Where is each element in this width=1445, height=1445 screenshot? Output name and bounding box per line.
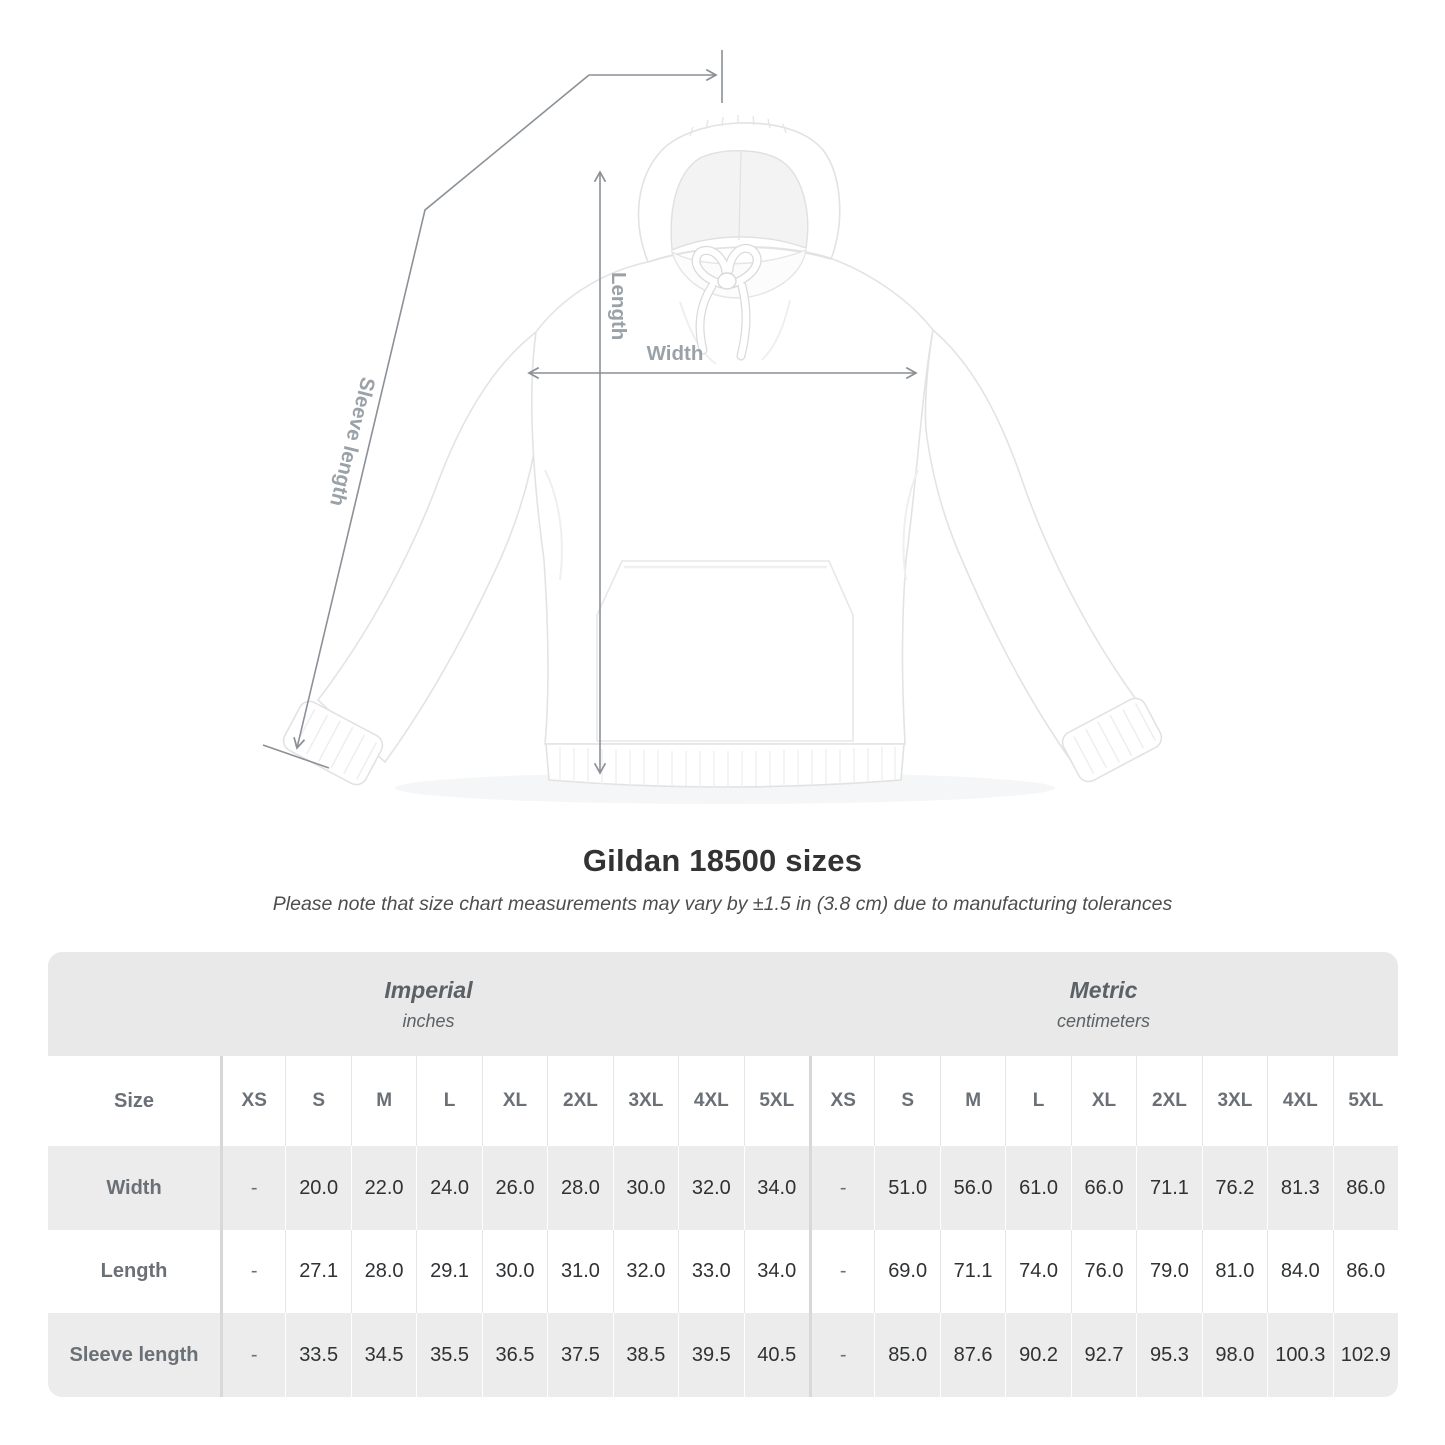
value-width-metric-2XL: 71.1 — [1136, 1146, 1201, 1230]
value-sleeve-length-metric-5XL: 102.9 — [1333, 1313, 1398, 1397]
value-sleeve-length-metric-M: 87.6 — [940, 1313, 1005, 1397]
value-sleeve-length-metric-XL: 92.7 — [1071, 1313, 1136, 1397]
chart-subtitle: Please note that size chart measurements may vary by ±1.5 in (3.8 cm) due to manufacturing tolerances — [272, 893, 1173, 915]
value-length-imperial-L: 29.1 — [416, 1230, 481, 1313]
row-label-length: Length — [100, 1260, 168, 1282]
value-length-metric-5XL: 86.0 — [1333, 1230, 1398, 1313]
size-header-imperial-XS: XS — [220, 1056, 285, 1146]
value-width-metric-5XL: 86.0 — [1333, 1146, 1398, 1230]
value-width-metric-M: 56.0 — [940, 1146, 1005, 1230]
length-label: Length — [607, 272, 630, 341]
value-length-metric-3XL: 81.0 — [1202, 1230, 1267, 1313]
value-width-imperial-3XL: 30.0 — [613, 1146, 678, 1230]
value-width-imperial-4XL: 32.0 — [678, 1146, 743, 1230]
value-width-metric-L: 61.0 — [1005, 1146, 1070, 1230]
size-header-imperial-2XL: 2XL — [547, 1056, 612, 1146]
value-length-metric-4XL: 84.0 — [1267, 1230, 1332, 1313]
size-header-metric-XL: XL — [1071, 1056, 1136, 1146]
size-table — [48, 952, 1398, 1397]
value-width-imperial-S: 20.0 — [285, 1146, 350, 1230]
size-header-imperial-5XL: 5XL — [744, 1056, 809, 1146]
value-sleeve-length-metric-XS: - — [809, 1313, 874, 1397]
imperial-unit-label: inches — [402, 1010, 455, 1031]
value-width-metric-XL: 66.0 — [1071, 1146, 1136, 1230]
value-sleeve-length-imperial-3XL: 38.5 — [613, 1313, 678, 1397]
value-width-imperial-5XL: 34.0 — [744, 1146, 809, 1230]
value-length-metric-S: 69.0 — [874, 1230, 939, 1313]
chart-title: Gildan 18500 sizes — [582, 843, 863, 878]
value-width-metric-3XL: 76.2 — [1202, 1146, 1267, 1230]
value-sleeve-length-imperial-S: 33.5 — [285, 1313, 350, 1397]
size-column-header: Size — [113, 1089, 155, 1112]
metric-unit-label: centimeters — [1056, 1010, 1151, 1031]
value-length-imperial-S: 27.1 — [285, 1230, 350, 1313]
value-length-imperial-5XL: 34.0 — [744, 1230, 809, 1313]
value-width-imperial-L: 24.0 — [416, 1146, 481, 1230]
size-header-metric-S: S — [874, 1056, 939, 1146]
metric-label: Metric — [1069, 976, 1138, 1003]
size-header-metric-L: L — [1005, 1056, 1070, 1146]
value-length-imperial-2XL: 31.0 — [547, 1230, 612, 1313]
metric-section-header — [809, 952, 1398, 1056]
measure-row-1 — [48, 1230, 1398, 1313]
hoodie-illustration — [280, 115, 1166, 804]
size-header-row — [48, 1056, 1398, 1146]
sleeve-length-label: Sleeve length — [325, 374, 380, 509]
imperial-section-header — [48, 952, 809, 1056]
right-sleeve — [925, 330, 1135, 762]
value-sleeve-length-imperial-L: 35.5 — [416, 1313, 481, 1397]
value-width-imperial-2XL: 28.0 — [547, 1146, 612, 1230]
value-sleeve-length-metric-S: 85.0 — [874, 1313, 939, 1397]
row-label-sleeve-length: Sleeve length — [69, 1343, 199, 1366]
value-width-imperial-XL: 26.0 — [482, 1146, 547, 1230]
measure-row-2 — [48, 1313, 1398, 1397]
value-length-imperial-4XL: 33.0 — [678, 1230, 743, 1313]
value-length-metric-XL: 76.0 — [1071, 1230, 1136, 1313]
value-sleeve-length-imperial-2XL: 37.5 — [547, 1313, 612, 1397]
kangaroo-pocket — [597, 561, 853, 741]
value-width-metric-4XL: 81.3 — [1267, 1146, 1332, 1230]
value-sleeve-length-metric-L: 90.2 — [1005, 1313, 1070, 1397]
value-sleeve-length-metric-3XL: 98.0 — [1202, 1313, 1267, 1397]
hood-outer — [639, 123, 840, 262]
value-sleeve-length-imperial-5XL: 40.5 — [744, 1313, 809, 1397]
size-header-metric-3XL: 3XL — [1202, 1056, 1267, 1146]
value-length-imperial-XS: - — [220, 1230, 285, 1313]
value-length-metric-2XL: 79.0 — [1136, 1230, 1201, 1313]
value-sleeve-length-imperial-XS: - — [220, 1313, 285, 1397]
value-width-imperial-XS: - — [220, 1146, 285, 1230]
size-header-metric-4XL: 4XL — [1267, 1056, 1332, 1146]
size-header-metric-5XL: 5XL — [1333, 1056, 1398, 1146]
measure-row-0 — [48, 1146, 1398, 1230]
size-header-metric-2XL: 2XL — [1136, 1056, 1201, 1146]
imperial-label: Imperial — [384, 976, 473, 1003]
value-length-metric-M: 71.1 — [940, 1230, 1005, 1313]
value-width-metric-XS: - — [809, 1146, 874, 1230]
value-sleeve-length-imperial-M: 34.5 — [351, 1313, 416, 1397]
size-header-imperial-M: M — [351, 1056, 416, 1146]
value-sleeve-length-metric-2XL: 95.3 — [1136, 1313, 1201, 1397]
left-sleeve — [318, 332, 540, 762]
value-sleeve-length-metric-4XL: 100.3 — [1267, 1313, 1332, 1397]
size-header-imperial-S: S — [285, 1056, 350, 1146]
value-length-metric-XS: - — [809, 1230, 874, 1313]
value-length-imperial-3XL: 32.0 — [613, 1230, 678, 1313]
size-header-imperial-3XL: 3XL — [613, 1056, 678, 1146]
value-length-metric-L: 74.0 — [1005, 1230, 1070, 1313]
row-label-width: Width — [106, 1176, 162, 1199]
size-header-imperial-XL: XL — [482, 1056, 547, 1146]
value-width-imperial-M: 22.0 — [351, 1146, 416, 1230]
width-label: Width — [646, 342, 704, 365]
units-band-row — [48, 952, 1398, 1056]
size-header-metric-XS: XS — [809, 1056, 874, 1146]
value-sleeve-length-imperial-4XL: 39.5 — [678, 1313, 743, 1397]
size-header-imperial-L: L — [416, 1056, 481, 1146]
value-length-imperial-M: 28.0 — [351, 1230, 416, 1313]
size-header-metric-M: M — [940, 1056, 1005, 1146]
size-header-imperial-4XL: 4XL — [678, 1056, 743, 1146]
value-sleeve-length-imperial-XL: 36.5 — [482, 1313, 547, 1397]
value-width-metric-S: 51.0 — [874, 1146, 939, 1230]
value-length-imperial-XL: 30.0 — [482, 1230, 547, 1313]
